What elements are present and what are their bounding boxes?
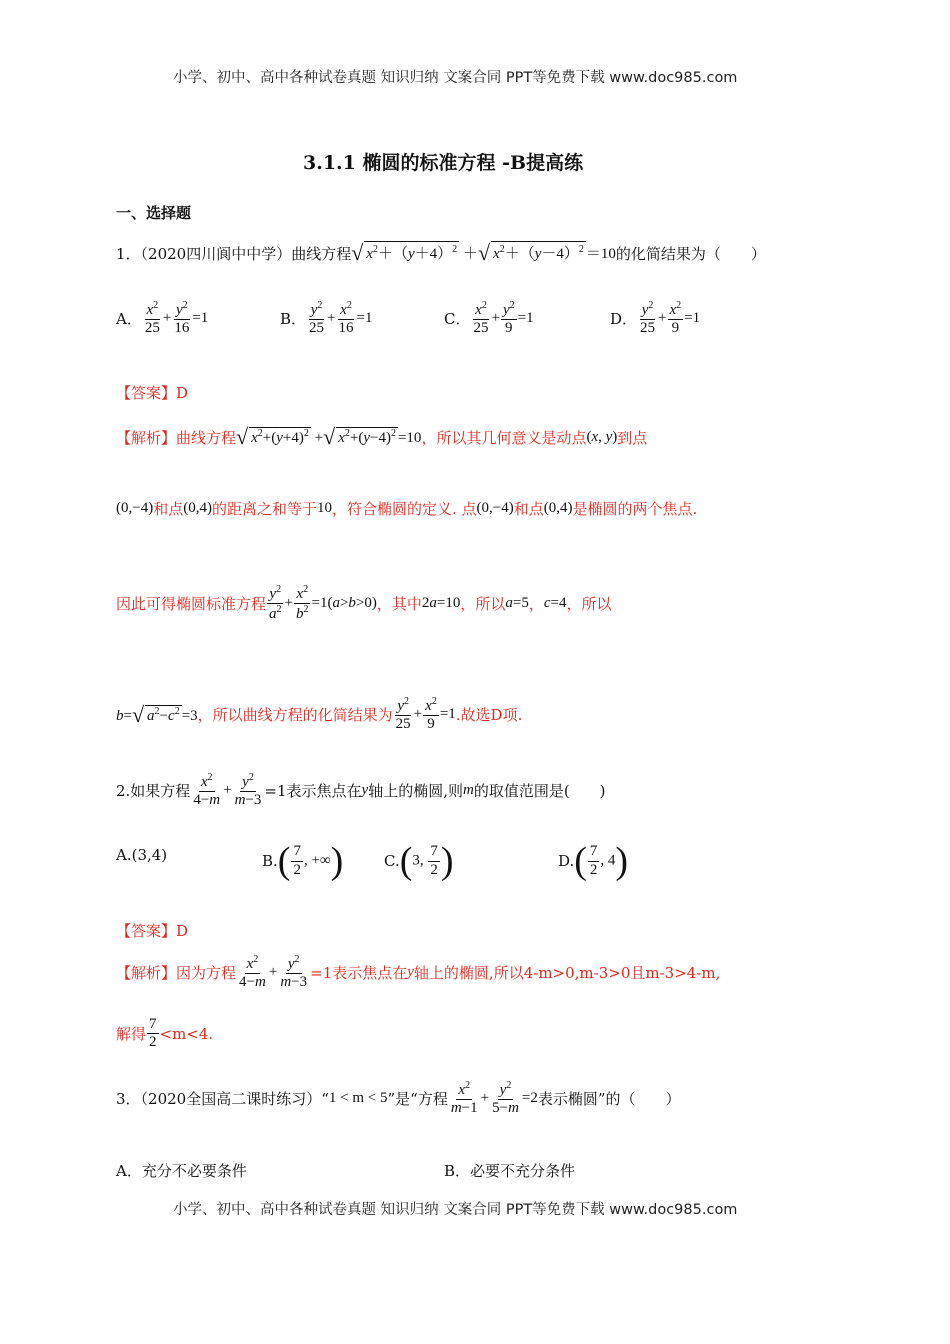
question-2-option-b[interactable]: B. ( $\frac{7}{2}$ , +∞) <box>262 840 344 882</box>
question-2-explanation-line-1: 【解析】 因为方程 $\frac{x^2}{4-m}$ + $\frac{y^2}{m-3}$ =1表示焦点在 y 轴上的椭圆,所以 4-m>0,m-3>0且m-3>4-m, <box>116 954 721 991</box>
question-1-explanation-line-1: 【解析】 曲线方程 √ $x^2+(y+4)^2$ +√ $x^2+(y-4)^2 =10$ ，所以其几何意义是动点 (x, y) 到点 <box>116 424 648 449</box>
question-2-explanation-line-2: 解得 $\frac{7}{2}$ <m<4. <box>116 1016 214 1051</box>
question-1-suffix: 的化简结果为（ ） <box>615 244 766 263</box>
question-1-explanation-line-4: b=√ $a^2-c^2 =3$ ，所以曲线方程的化简结果为 $\frac{y^2}{25}$ + $\frac{x^2}{9}$ =1 .故选D项. <box>116 696 523 733</box>
question-1-prefix: 1．（2020四川阆中中学）曲线方程 <box>116 244 352 263</box>
question-1-option-a[interactable]: A． $\frac{x^2}{25}$ + $\frac{y^2}{16}$ =1 <box>116 300 209 337</box>
question-2-option-d[interactable]: D. ( $\frac{7}{2}$ , 4) <box>558 840 629 882</box>
question-3-option-b[interactable]: B．必要不充分条件 <box>444 1162 576 1180</box>
question-1-option-c[interactable]: C． $\frac{x^2}{25}$ + $\frac{y^2}{9}$ =1 <box>444 300 534 337</box>
question-1 <box>116 240 766 266</box>
question-1-option-b[interactable]: B． $\frac{y^2}{25}$ + $\frac{x^2}{16}$ =1 <box>280 300 373 337</box>
question-3-option-a[interactable]: A．充分不必要条件 <box>116 1162 247 1180</box>
question-2-answer: 【答案】D <box>116 922 189 940</box>
page-footer: 小学、初中、高中各种试卷真题 知识归纳 文案合同 PPT等免费下载 www.doc985.com <box>173 1202 738 1218</box>
question-2-option-c[interactable]: C. (3, $\frac{7}{2}$ ) <box>384 840 454 882</box>
section-heading: 一、选择题 <box>116 204 192 222</box>
question-1-explanation-line-3: 因此可得椭圆标准方程 $\frac{y^2}{a^2}$ + $\frac{x^2}{b^2}$ =1(a>b>0) ，其中 2a=10 ，所以 a=5 ， c=4 ，所以 <box>116 584 612 623</box>
question-2-option-a[interactable]: A.(3,4) <box>116 846 168 864</box>
page-header: 小学、初中、高中各种试卷真题 知识归纳 文案合同 PPT等免费下载 www.doc985.com <box>173 70 738 86</box>
page-title: 3.1.1 椭圆的标准方程 -B提高练 <box>303 152 584 174</box>
question-2: 2.如果方程 $\frac{x^2}{4-m}$ + $\frac{y^2}{m-3}$ =1表示焦点在 y 轴上的椭圆,则 m 的取值范围是( ) <box>116 772 606 809</box>
question-1-explanation-line-2: (0,−4) 和点 (0,4) 的距离之和等于 10 ，符合椭圆的定义. 点 (0,−4) 和点 (0,4) 是椭圆的两个焦点. <box>116 500 698 518</box>
question-1-equation: √ $x^2+(y+4)^2$ ＋√ $x^2+(y-4)^2 =10$ <box>351 240 616 265</box>
question-1-answer: 【答案】D <box>116 384 189 402</box>
question-1-option-d[interactable]: D． $\frac{y^2}{25}$ + $\frac{x^2}{9}$ =1 <box>610 300 701 337</box>
question-3: 3．（2020全国高二课时练习）“ 1 < m < 5 ”是“方程 $\frac{x^2}{m-1}$ + $\frac{y^2}{5-m}$ =2 表示椭圆”的（ ） <box>116 1080 681 1117</box>
